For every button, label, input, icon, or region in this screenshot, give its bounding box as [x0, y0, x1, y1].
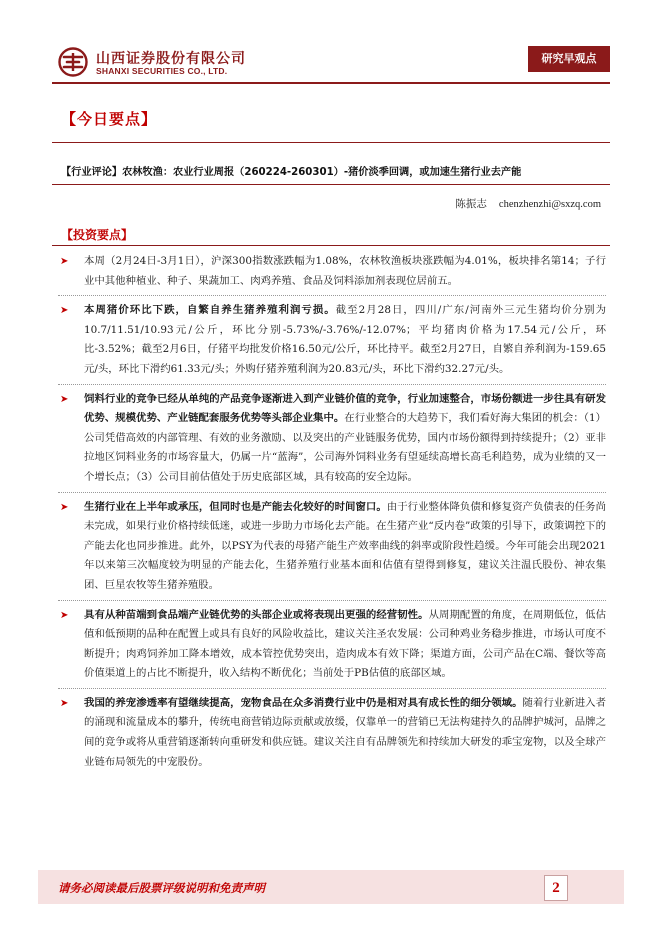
bullet-lead: 生猪行业在上半年或承压，但同时也是产能去化较好的时间窗口。	[84, 500, 387, 513]
bullet-text: 随着行业新进入者的涌现和流量成本的攀升，传统电商营销边际贡献或放缓，仅靠单一的营销已无法构建持久的品牌护城河，品牌之间的竞争或将从重营销逐渐转向重研发和供应链。建议关注自有品牌领先和持续加大研发的乖宝宠物，以及全球产业链布局领先的中宠股份。	[84, 696, 607, 768]
author-name: 陈振志	[455, 198, 487, 210]
company-name-en: SHANXI SECURITIES CO., LTD.	[96, 66, 228, 76]
bullet-item	[58, 606, 606, 684]
section-title: 【今日要点】	[61, 110, 158, 128]
bullet-arrow-icon: ➤	[60, 393, 69, 405]
bullet-separator	[58, 688, 606, 689]
shanxi-securities-logo-icon	[58, 47, 88, 77]
bullet-text: 由于行业整体降负债和修复资产负债表的任务尚未完成，如果行业价格持续低迷，或进一步助力市场化去产能。在生猪产业“反内卷”政策的引导下，政策调控下的产能去化也同步推进。此外，以PSY为代表的母猪产能生产效率曲线的斜率或阶段性趋缓。今年可能会出现2021年以来第三次幅度较为明显的产能去化，生猪养殖行业基本面和估值有望得到修复，建议关注温氏股份、神农集团、巨星农牧等生猪养殖股。	[84, 500, 607, 591]
bullet-item	[58, 301, 606, 379]
bullet-list	[58, 250, 606, 772]
section-divider	[52, 142, 610, 143]
bullet-lead: 饲料行业的竞争已经从单纯的产品竞争逐渐进入到产业链价值的竞争，行业加速整合，市场份额进一步往具有研发优势、规模优势、产业链配套服务优势等头部企业集中。	[84, 392, 606, 425]
bullet-separator	[58, 492, 606, 493]
bullet-item	[58, 498, 606, 596]
company-name-cn: 山西证券股份有限公司	[96, 51, 246, 67]
bullet-arrow-icon: ➤	[60, 305, 69, 317]
bullet-item	[58, 694, 606, 772]
header-divider	[52, 82, 610, 84]
investment-highlights-title: 【投资要点】	[61, 228, 134, 242]
bullet-arrow-icon: ➤	[60, 697, 69, 709]
bullet-lead: 本周猪价环比下跌，自繁自养生猪养殖利润亏损。	[84, 304, 336, 317]
author-line	[455, 196, 601, 211]
bullet-text: 从周期配置的角度，在周期低位，低估值和低预期的品种在配置上或具有良好的风险收益比，建议关注圣农发展：公司种鸡业务稳步推进，市场认可度不断提升；肉鸡饲养加工降本增效，成本管控优势突出，造肉成本有效下降；渠道方面，公司产品在C端、餐饮等高价值渠道上的占比不断提升，收入结构不断优化；当前处于PB估值的底部区域。	[84, 608, 607, 680]
page-number: 2	[544, 875, 568, 901]
bullet-arrow-icon: ➤	[60, 256, 69, 267]
bullet-separator	[58, 600, 606, 601]
footer-disclaimer[interactable]: 请务必阅读最后股票评级说明和免责声明	[58, 881, 265, 895]
bullet-text: 截至2月28日，四川/广东/河南外三元生猪均价分别为10.7/11.51/10.93元/公斤，环比分别-5.73%/-3.76%/-12.07%；平均猪肉价格为17.54元/公斤，环比-3.52%；截至2月6日，仔猪平均批发价格16.50元/公斤，环比持平。截至2月27日，自繁自养利润为-159.65元/头，环比下滑约61.33元/头；外购仔猪养殖利润为20.83元/头，环比下滑约32.27元/头。	[84, 304, 607, 375]
report-title-divider	[52, 184, 610, 185]
author-email[interactable]: chenzhenzhi@sxzq.com	[498, 199, 601, 210]
report-title: 【行业评论】农林牧渔：农业行业周报（260224-260301）-猪价淡季回调，或加速生猪行业去产能	[61, 167, 522, 178]
investment-highlights-divider	[52, 245, 610, 246]
bullet-text: 本周（2月24日-3月1日），沪深300指数涨跌幅为1.08%，农林牧渔板块涨跌幅为4.01%，板块排名第14；子行业中其他种植业、种子、果蔬加工、肉鸡养殖、食品及饲料添加剂表现位居前五。	[84, 255, 606, 287]
bullet-lead: 具有从种苗端到食品端产业链优势的头部企业或将表现出更强的经营韧性。	[84, 608, 429, 621]
bullet-separator	[58, 384, 606, 385]
bullet-arrow-icon: ➤	[60, 609, 69, 621]
report-type-badge: 研究早观点	[528, 46, 610, 72]
bullet-lead: 我国的养宠渗透率有望继续提高，宠物食品在众多消费行业中仍是相对具有成长性的细分领域。	[84, 696, 523, 709]
bullet-arrow-icon: ➤	[60, 501, 69, 513]
bullet-item	[58, 252, 606, 291]
bullet-item	[58, 390, 606, 488]
bullet-text: 在行业整合的大趋势下，我们看好海大集团的机会：（1）公司凭借高效的内部管理、有效的业务激励、以及突出的产业链服务优势，国内市场份额得到持续提升；（2）亚非拉地区饲料业务的市场容量大，仍属一片“蓝海”，公司海外饲料业务有望延续高增长高毛利趋势，成为业绩的又一个增长点；（3）公司目前估值处于历史底部区域，具有较高的安全边际。	[84, 412, 606, 483]
bullet-separator	[58, 295, 606, 296]
